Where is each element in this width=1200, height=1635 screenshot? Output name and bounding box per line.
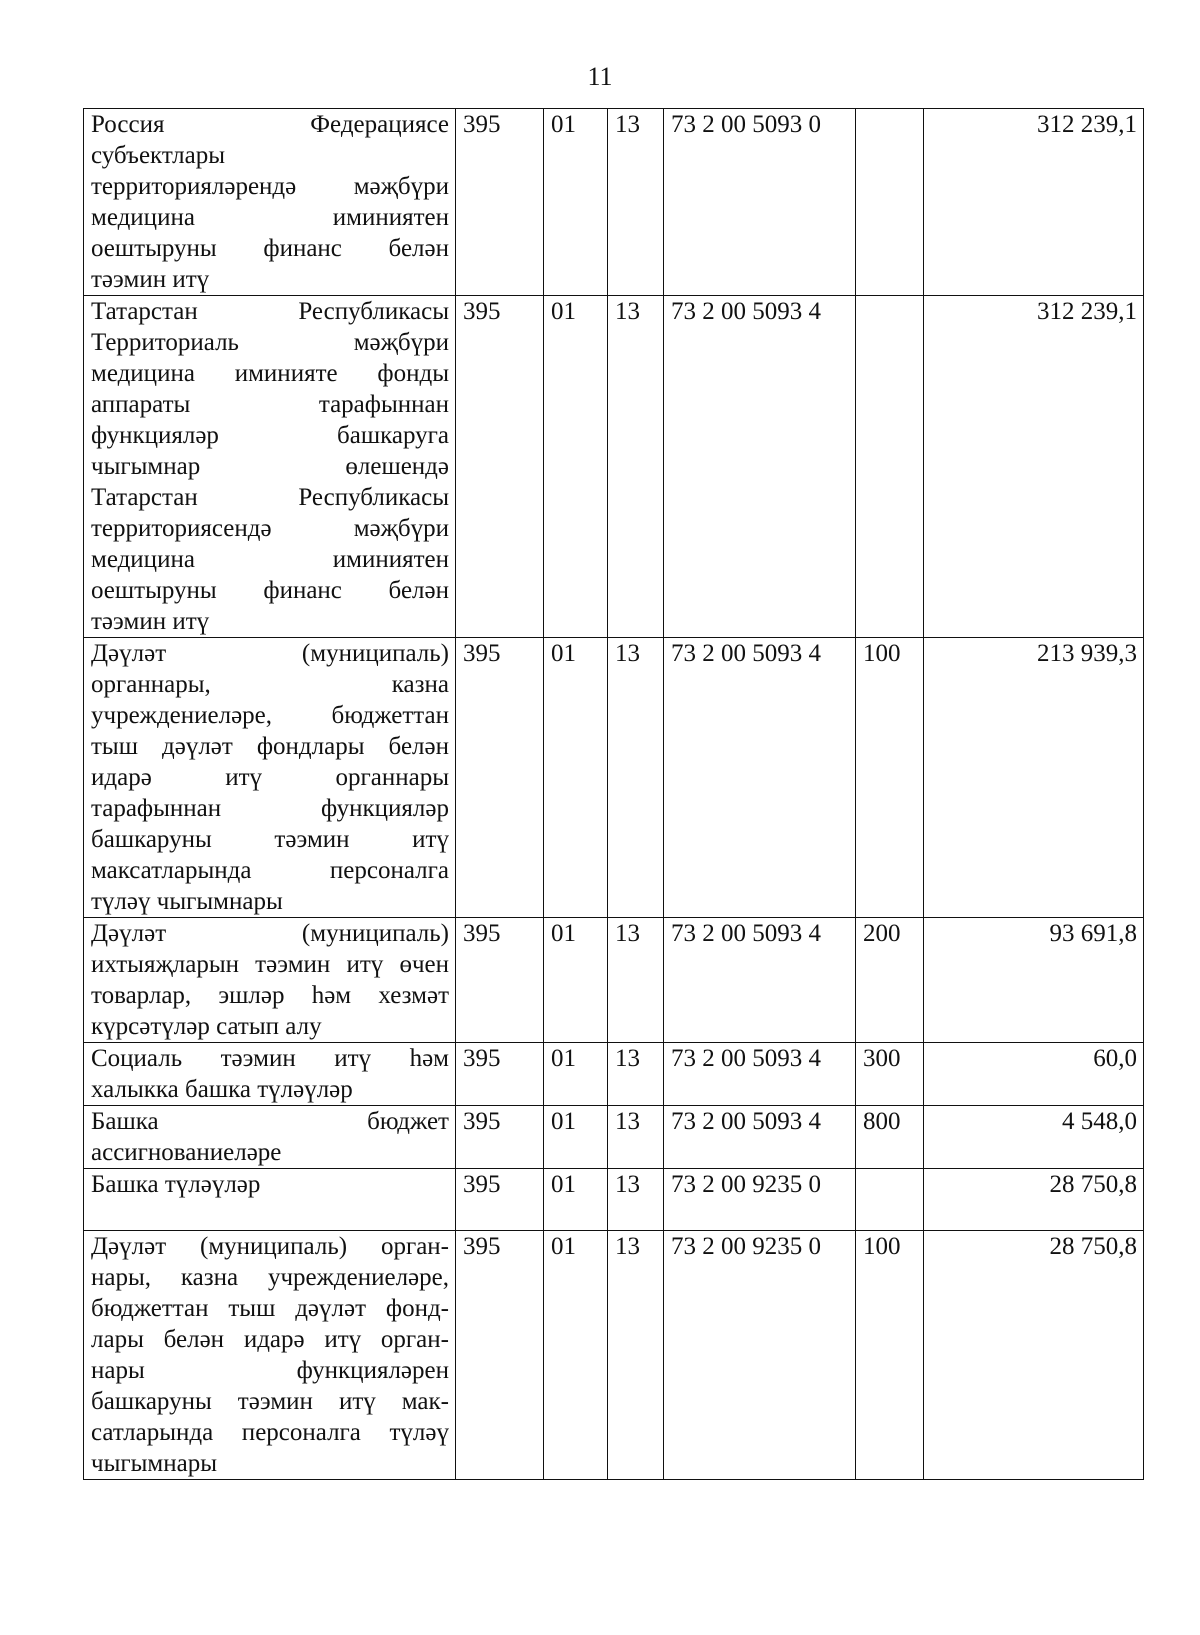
ministry-code-cell: 395 <box>456 1106 544 1169</box>
item-name-line: тәэмин итү <box>91 608 210 635</box>
target-item-cell: 73 2 00 5093 4 <box>664 296 856 638</box>
item-name-line: тыш дәүләт фондлары белән <box>91 733 449 760</box>
item-name-line: лары белән идарә итү орган- <box>91 1326 449 1353</box>
ministry-code-cell: 395 <box>456 1043 544 1106</box>
budget-table <box>83 108 1144 1480</box>
item-name-line: учреждениеләре, бюджеттан <box>91 702 449 729</box>
item-name-line: тарафыннан функцияләр <box>91 795 449 822</box>
item-name-line: ассигнованиеләре <box>91 1139 282 1166</box>
target-item-cell: 73 2 00 5093 4 <box>664 638 856 918</box>
item-name-line: Дәүләт (муниципаль) <box>91 920 449 947</box>
amount-cell: 312 239,1 <box>924 109 1144 296</box>
subsection-code-cell: 13 <box>608 296 664 638</box>
table-row <box>84 109 1144 296</box>
item-name-cell <box>84 296 456 638</box>
item-name-line: башкаруны тәэмин итү мак- <box>91 1388 449 1415</box>
table-row <box>84 296 1144 638</box>
subsection-code-cell: 13 <box>608 1169 664 1231</box>
item-name-line: Территориаль мәҗбүри <box>91 329 449 356</box>
item-name-line: медицина иминиятен <box>91 546 449 573</box>
item-name-cell <box>84 1106 456 1169</box>
table-row <box>84 1106 1144 1169</box>
section-code-cell: 01 <box>544 918 608 1043</box>
item-name-line: товарлар, эшләр һәм хезмәт <box>91 982 449 1009</box>
item-name-line: территорияләрендә мәҗбүри <box>91 173 449 200</box>
section-code-cell: 01 <box>544 638 608 918</box>
subsection-code-cell: 13 <box>608 1231 664 1480</box>
item-name-line: оештыруны финанс белән <box>91 235 449 262</box>
ministry-code-cell: 395 <box>456 638 544 918</box>
subsection-code-cell: 13 <box>608 1043 664 1106</box>
item-name-line: ихтыяҗларын тәэмин итү өчен <box>91 951 449 978</box>
ministry-code-cell: 395 <box>456 918 544 1043</box>
item-name-line: тәэмин итү <box>91 266 210 293</box>
item-name-line: идарә итү органнары <box>91 764 449 791</box>
target-item-cell: 73 2 00 9235 0 <box>664 1231 856 1480</box>
item-name-line: башкаруны тәэмин итү <box>91 826 449 853</box>
item-name-line: медицина иминияте фонды <box>91 360 449 387</box>
item-name-line: Татарстан Республикасы <box>91 484 449 511</box>
ministry-code-cell: 395 <box>456 1169 544 1231</box>
target-item-cell: 73 2 00 5093 4 <box>664 918 856 1043</box>
item-name-line: Дәүләт (муниципаль) <box>91 640 449 667</box>
table-row <box>84 638 1144 918</box>
amount-cell: 28 750,8 <box>924 1169 1144 1231</box>
section-code-cell: 01 <box>544 1106 608 1169</box>
target-item-cell: 73 2 00 5093 0 <box>664 109 856 296</box>
item-name-line: Россия Федерациясе <box>91 111 449 138</box>
expense-type-cell: 100 <box>856 1231 924 1480</box>
subsection-code-cell: 13 <box>608 638 664 918</box>
subsection-code-cell: 13 <box>608 1106 664 1169</box>
item-name-cell <box>84 918 456 1043</box>
table-row <box>84 1231 1144 1480</box>
expense-type-cell: 100 <box>856 638 924 918</box>
expense-type-cell: 300 <box>856 1043 924 1106</box>
section-code-cell: 01 <box>544 296 608 638</box>
section-code-cell: 01 <box>544 1231 608 1480</box>
item-name-line: территориясендә мәҗбүри <box>91 515 449 542</box>
item-name-cell <box>84 109 456 296</box>
item-name-cell <box>84 1043 456 1106</box>
expense-type-cell: 200 <box>856 918 924 1043</box>
item-name-line: медицина иминиятен <box>91 204 449 231</box>
item-name-line: чыгымнары <box>91 1450 218 1477</box>
item-name-cell <box>84 1169 456 1231</box>
amount-cell: 312 239,1 <box>924 296 1144 638</box>
target-item-cell: 73 2 00 5093 4 <box>664 1043 856 1106</box>
item-name-line: Башка түләүләр <box>91 1171 261 1198</box>
subsection-code-cell: 13 <box>608 918 664 1043</box>
item-name-line: түләү чыгымнары <box>91 888 283 915</box>
item-name-line: органнары, казна <box>91 671 449 698</box>
page-number: 11 <box>587 62 613 91</box>
ministry-code-cell: 395 <box>456 296 544 638</box>
section-code-cell: 01 <box>544 1169 608 1231</box>
item-name-line: Башка бюджет <box>91 1108 449 1135</box>
expense-type-cell <box>856 109 924 296</box>
item-name-line: Социаль тәэмин итү һәм <box>91 1045 449 1072</box>
expense-type-cell <box>856 1169 924 1231</box>
item-name-line: Дәүләт (муниципаль) орган- <box>91 1233 449 1260</box>
amount-cell: 213 939,3 <box>924 638 1144 918</box>
budget-table-body <box>84 109 1144 1480</box>
item-name-line: нары, казна учреждениеләре, <box>91 1264 449 1291</box>
amount-cell: 28 750,8 <box>924 1231 1144 1480</box>
table-row <box>84 1169 1144 1231</box>
item-name-line: чыгымнар өлешендә <box>91 453 449 480</box>
item-name-cell <box>84 1231 456 1480</box>
table-row <box>84 1043 1144 1106</box>
item-name-line: субъектлары <box>91 142 226 169</box>
subsection-code-cell: 13 <box>608 109 664 296</box>
item-name-line: Татарстан Республикасы <box>91 298 449 325</box>
table-row <box>84 918 1144 1043</box>
item-name-line: максатларында персоналга <box>91 857 449 884</box>
item-name-line: сатларында персоналга түләү <box>91 1419 449 1446</box>
item-name-line: нары функцияләрен <box>91 1357 449 1384</box>
expense-type-cell <box>856 296 924 638</box>
ministry-code-cell: 395 <box>456 109 544 296</box>
amount-cell: 4 548,0 <box>924 1106 1144 1169</box>
section-code-cell: 01 <box>544 109 608 296</box>
amount-cell: 60,0 <box>924 1043 1144 1106</box>
item-name-line: аппараты тарафыннан <box>91 391 449 418</box>
item-name-line: бюджеттан тыш дәүләт фонд- <box>91 1295 449 1322</box>
section-code-cell: 01 <box>544 1043 608 1106</box>
item-name-line: күрсәтүләр сатып алу <box>91 1013 322 1040</box>
expense-type-cell: 800 <box>856 1106 924 1169</box>
item-name-line: функцияләр башкаруга <box>91 422 449 449</box>
target-item-cell: 73 2 00 5093 4 <box>664 1106 856 1169</box>
item-name-cell <box>84 638 456 918</box>
item-name-line: оештыруны финанс белән <box>91 577 449 604</box>
ministry-code-cell: 395 <box>456 1231 544 1480</box>
item-name-line: халыкка башка түләүләр <box>91 1076 353 1103</box>
target-item-cell: 73 2 00 9235 0 <box>664 1169 856 1231</box>
amount-cell: 93 691,8 <box>924 918 1144 1043</box>
